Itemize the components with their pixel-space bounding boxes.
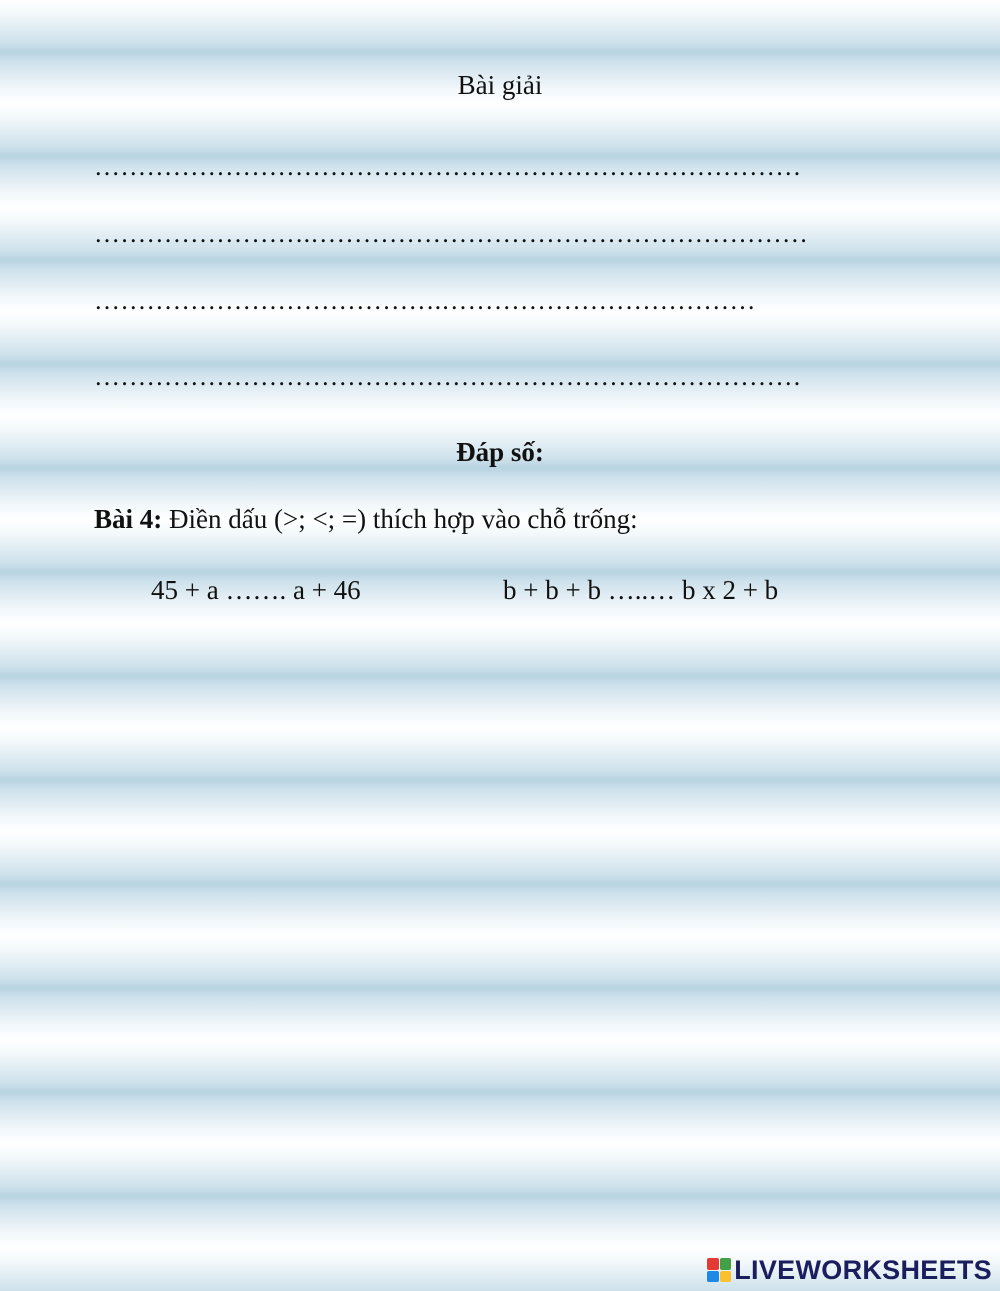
logo-square-red <box>707 1258 719 1270</box>
liveworksheets-logo-text: LIVEWORKSHEETS <box>734 1254 992 1285</box>
answer-line-4: ……………………………………………………………………… <box>94 362 802 391</box>
comparison-expression-right: b + b + b …..… b x 2 + b <box>503 575 779 605</box>
comparison-expression-left: 45 + a ……. a + 46 <box>151 575 361 605</box>
logo-square-blue <box>707 1271 719 1283</box>
solution-heading: Bài giải <box>457 70 543 100</box>
exercise-4-instruction: Điền dấu (>; <; =) thích hợp vào chỗ trống: <box>162 504 638 534</box>
logo-square-green <box>720 1258 732 1270</box>
liveworksheets-logo <box>707 1252 992 1288</box>
exercise-4-label: Bài 4: <box>94 504 163 534</box>
final-answer-label: Đáp số: <box>456 437 544 467</box>
answer-line-1: ……………………………………………………………………… <box>94 152 802 181</box>
answer-line-2: …………………….………………………………………………… <box>94 219 809 248</box>
answer-line-3: ………………………………….……………………………… <box>94 286 756 315</box>
liveworksheets-logo-icon <box>707 1258 731 1282</box>
logo-square-yellow <box>720 1271 732 1283</box>
exercise-4-prompt <box>94 504 638 535</box>
